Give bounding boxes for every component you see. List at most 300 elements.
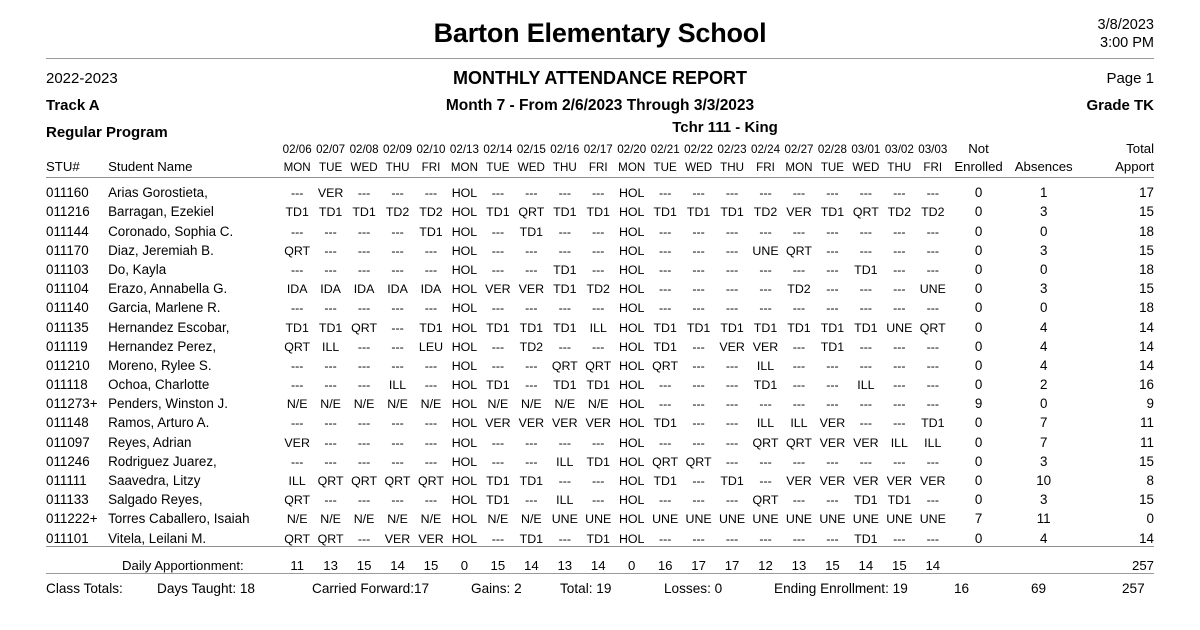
attendance-code: --- [391, 301, 404, 316]
student-id: 011140 [46, 300, 89, 316]
date-header: 02/13 [449, 143, 479, 156]
attendance-code: ILL [288, 474, 306, 488]
attendance-code: TD1 [854, 531, 878, 546]
attendance-code: --- [648, 178, 681, 201]
attendance-code: ILL [790, 416, 808, 431]
attendance-code: HOL [451, 378, 478, 393]
attendance-code: --- [692, 378, 705, 393]
attendance-code: HOL [451, 243, 478, 258]
attendance-code: ILL [756, 416, 775, 431]
attendance-code: TD2 [385, 205, 410, 220]
attendance-code: ILL [322, 339, 340, 354]
attendance-code: TD1 [820, 339, 845, 354]
attendance-code: HOL [451, 397, 478, 412]
attendance-code: --- [926, 454, 939, 469]
enrolled-header: Enrolled [954, 159, 1003, 174]
attendance-code: --- [357, 339, 371, 354]
total-apport-value: 18 [1139, 261, 1154, 277]
attendance-code: --- [525, 493, 538, 508]
attendance-code: --- [725, 435, 739, 450]
attendance-code: --- [759, 531, 772, 546]
attendance-code: UNE [752, 512, 779, 527]
attendance-code: N/E [320, 512, 341, 527]
attendance-code: --- [658, 262, 672, 277]
attendance-code: TD1 [820, 205, 845, 220]
attendance-code: --- [357, 435, 371, 450]
attendance-code: TD2 [519, 339, 544, 354]
attendance-code: HOL [618, 454, 645, 469]
attendance-code: --- [324, 243, 337, 258]
date-header: 02/23 [717, 143, 747, 156]
attendance-code: ILL [556, 454, 574, 469]
total-header-top: Total [1126, 141, 1154, 156]
attendance-code: TD1 [653, 339, 677, 354]
daily-apportionment-value: 11 [280, 546, 313, 573]
student-name: Erazo, Annabella G. [108, 281, 228, 297]
attendance-code: VER [786, 205, 812, 220]
subheader-right [1086, 65, 1154, 119]
attendance-code: --- [558, 224, 571, 239]
daily-apportionment-value: 0 [448, 546, 481, 573]
attendance-code: --- [357, 378, 371, 393]
attendance-code: QRT [551, 358, 578, 373]
student-id: 011273+ [46, 396, 98, 412]
page-number: Page 1 [1106, 70, 1154, 87]
attendance-code: --- [859, 416, 873, 431]
attendance-code: --- [692, 474, 705, 488]
absences-value: 11 [1036, 511, 1051, 527]
attendance-code: HOL [451, 358, 478, 373]
attendance-code: --- [759, 282, 772, 297]
daily-apportionment-row [46, 546, 1154, 573]
attendance-code: UNE [852, 512, 879, 527]
student-name: Diaz, Jeremiah B. [108, 242, 214, 258]
attendance-code: N/E [353, 397, 375, 412]
attendance-code: HOL [448, 178, 481, 201]
attendance-code: ILL [556, 493, 574, 508]
attendance-code: --- [826, 493, 839, 508]
attendance-code: --- [859, 339, 873, 354]
attendance-code: --- [391, 493, 404, 508]
weekday-header: FRI [923, 161, 943, 174]
attendance-code: TD1 [419, 224, 443, 239]
table-row [46, 469, 1154, 488]
attendance-code: VER [920, 474, 946, 488]
days-taught: Days Taught: 18 [157, 580, 255, 596]
attendance-code: VER [786, 474, 812, 488]
attendance-code: --- [290, 358, 304, 373]
attendance-code: --- [926, 339, 939, 354]
attendance-code: TD1 [686, 205, 711, 220]
attendance-code: --- [424, 454, 438, 469]
attendance-code: --- [424, 416, 438, 431]
attendance-code: N/E [521, 397, 542, 412]
attendance-code: --- [859, 243, 873, 258]
student-id: 011133 [46, 492, 89, 508]
gains: Gains: 2 [471, 580, 522, 596]
not-enrolled-value: 0 [974, 338, 983, 354]
attendance-code: HOL [451, 262, 478, 277]
date-header: 02/06 [282, 143, 312, 156]
attendance-code: --- [658, 397, 672, 412]
attendance-code: --- [792, 358, 806, 373]
attendance-code: N/E [420, 397, 442, 412]
attendance-code: HOL [618, 282, 645, 297]
daily-apportionment-value: 16 [648, 546, 681, 573]
attendance-code: VER [418, 531, 444, 546]
attendance-code: TD1 [653, 474, 677, 488]
print-time: 3:00 PM [1100, 35, 1154, 51]
attendance-code: --- [692, 301, 705, 316]
attendance-code: TD1 [787, 320, 811, 335]
attendance-code: --- [525, 378, 538, 393]
attendance-code: HOL [618, 339, 645, 354]
attendance-code: HOL [615, 178, 648, 201]
attendance-code: QRT [852, 205, 879, 220]
attendance-code: --- [826, 224, 839, 239]
student-id: 011119 [46, 338, 88, 354]
total-apport-value: 17 [1080, 178, 1154, 201]
attendance-code: --- [826, 454, 839, 469]
not-enrolled-value: 7 [974, 511, 983, 527]
attendance-code: --- [658, 243, 672, 258]
attendance-code: --- [859, 224, 873, 239]
daily-apportionment-value: 13 [548, 546, 581, 573]
attendance-code: TD1 [553, 282, 577, 297]
student-id: 011222+ [46, 511, 98, 527]
absences-value: 4 [1039, 338, 1048, 354]
attendance-code: HOL [451, 512, 478, 527]
attendance-code: --- [324, 435, 337, 450]
student-id: 011160 [46, 178, 108, 201]
total-apport-value: 16 [1139, 377, 1154, 393]
attendance-code: --- [725, 454, 739, 469]
attendance-code: UNE [886, 512, 913, 527]
attendance-code: --- [290, 224, 304, 239]
attendance-code: --- [692, 531, 705, 546]
student-name: Moreno, Rylee S. [108, 357, 212, 373]
student-name: Hernandez Escobar, [108, 319, 230, 335]
attendance-code: TD1 [854, 320, 878, 335]
attendance-code: N/E [487, 397, 509, 412]
attendance-code: --- [926, 243, 939, 258]
date-header: 03/02 [884, 143, 914, 156]
attendance-code: HOL [618, 320, 645, 335]
attendance-code: TD1 [285, 320, 309, 335]
absences-value: 3 [1039, 281, 1048, 297]
not-enrolled-value: 0 [974, 415, 983, 431]
attendance-code: QRT [317, 474, 344, 488]
attendance-code: QRT [284, 531, 311, 546]
apport-blank-cell [950, 546, 1008, 573]
attendance-code: --- [582, 178, 615, 201]
grade-label: Grade TK [1086, 97, 1154, 114]
attendance-code: UNE [652, 512, 679, 527]
attendance-code: --- [725, 282, 739, 297]
attendance-code: TD2 [787, 282, 811, 297]
absences-value: 4 [1039, 319, 1048, 335]
absences-total: 69 [1031, 580, 1047, 596]
attendance-code: --- [859, 358, 873, 373]
attendance-code: UNE [585, 512, 612, 527]
attendance-code: --- [357, 301, 371, 316]
absences-value: 1 [1008, 178, 1080, 201]
attendance-code: --- [692, 224, 705, 239]
not-enrolled-value: 0 [974, 434, 983, 450]
attendance-code: --- [826, 243, 839, 258]
attendance-code: IDA [353, 282, 375, 297]
attendance-code: --- [391, 320, 404, 335]
attendance-code: --- [558, 339, 571, 354]
daily-apportionment-value: 12 [749, 546, 782, 573]
attendance-code: TD1 [519, 224, 544, 239]
ending-enrollment: Ending Enrollment: 19 [774, 580, 908, 596]
attendance-code: --- [759, 397, 772, 412]
attendance-code: TD1 [486, 474, 510, 488]
attendance-code: --- [391, 416, 404, 431]
attendance-code: --- [357, 262, 371, 277]
total-apport-value: 15 [1139, 242, 1154, 258]
attendance-code: QRT [284, 493, 311, 508]
total-apport-value: 18 [1139, 300, 1154, 316]
attendance-code: HOL [618, 205, 645, 220]
attendance-code: --- [592, 243, 605, 258]
report-subheader [46, 59, 1154, 139]
attendance-code: --- [424, 301, 438, 316]
student-name: Coronado, Sophia C. [108, 223, 234, 239]
attendance-code: --- [692, 397, 705, 412]
attendance-code: QRT [351, 474, 378, 488]
attendance-code: VER [853, 474, 879, 488]
attendance-code: --- [491, 243, 505, 258]
attendance-code: --- [491, 301, 505, 316]
attendance-code: TD1 [720, 205, 744, 220]
attendance-code: --- [926, 224, 939, 239]
attendance-code: --- [658, 282, 672, 297]
attendance-code: --- [324, 301, 337, 316]
total-apport-value: 14 [1139, 338, 1154, 354]
attendance-code: VER [552, 416, 578, 431]
attendance-code: --- [347, 178, 380, 201]
date-header: 02/28 [817, 143, 847, 156]
class-totals-label: Class Totals: [46, 580, 123, 596]
attendance-code: QRT [752, 493, 779, 508]
table-row [46, 239, 1154, 258]
attendance-code: --- [682, 178, 715, 201]
total-apport-value: 14 [1139, 319, 1154, 335]
attendance-code: UNE [886, 320, 913, 335]
attendance-code: --- [424, 262, 438, 277]
header-row-weekdays [46, 156, 1154, 178]
weekday-header: FRI [756, 161, 775, 174]
date-header: 03/01 [851, 143, 881, 156]
stu-header: STU# [46, 159, 80, 174]
attendance-code: VER [518, 282, 545, 297]
not-enrolled-value: 0 [974, 319, 983, 335]
attendance-code: HOL [451, 454, 478, 469]
attendance-code: --- [592, 301, 605, 316]
attendance-code: TD1 [586, 454, 610, 469]
attendance-code: --- [324, 358, 337, 373]
weekday-header: MON [283, 161, 311, 174]
attendance-code: VER [284, 435, 310, 450]
absences-value: 7 [1039, 415, 1048, 431]
not-enrolled-value: 0 [950, 178, 1008, 201]
attendance-code: UNE [785, 512, 813, 527]
print-date: 3/8/2023 [1097, 17, 1154, 33]
attendance-code: TD2 [887, 205, 912, 220]
attendance-code: TD1 [653, 205, 677, 220]
attendance-code: --- [491, 435, 505, 450]
weekday-header: WED [350, 161, 378, 174]
attendance-code: HOL [451, 205, 478, 220]
not-enrolled-total: 16 [954, 580, 970, 596]
attendance-code: --- [893, 243, 906, 258]
total-apport-value: 8 [1146, 473, 1154, 488]
attendance-code: --- [759, 301, 772, 316]
attendance-code: VER [886, 474, 913, 488]
daily-apportionment-value: 13 [314, 546, 347, 573]
table-row [46, 373, 1154, 392]
apport-blank-cell [1008, 546, 1080, 573]
daily-apportionment-value: 14 [381, 546, 414, 573]
date-header: 02/09 [383, 143, 413, 156]
attendance-code: UNE [685, 512, 712, 527]
teacher-name: Tchr 111 - King [672, 119, 778, 136]
attendance-code: TD1 [921, 416, 945, 431]
daily-apportionment-value: 14 [916, 546, 949, 573]
attendance-code: --- [491, 454, 505, 469]
attendance-code: --- [692, 416, 705, 431]
attendance-code: HOL [618, 512, 645, 527]
attendance-code: --- [525, 262, 538, 277]
attendance-code: --- [558, 531, 571, 546]
attendance-code: --- [558, 243, 571, 258]
student-id: 011103 [46, 261, 89, 277]
class-totals-row [46, 581, 1154, 607]
not-enrolled-value: 0 [974, 530, 983, 546]
attendance-code: --- [357, 416, 371, 431]
attendance-code: --- [558, 435, 571, 450]
daily-apportionment-total: 257 [1080, 546, 1154, 573]
attendance-code: HOL [451, 416, 478, 431]
attendance-code: N/E [353, 512, 375, 527]
table-row [46, 277, 1154, 296]
attendance-code: N/E [387, 512, 408, 527]
table-row [46, 488, 1154, 507]
table-row [46, 178, 1154, 201]
report-title: MONTHLY ATTENDANCE REPORT [452, 68, 747, 88]
attendance-code: TD1 [519, 531, 544, 546]
attendance-code: --- [725, 224, 739, 239]
table-row [46, 411, 1154, 430]
not-enrolled-value: 9 [974, 396, 983, 412]
not-enrolled-value: 0 [974, 242, 983, 258]
attendance-code: QRT [418, 474, 444, 488]
attendance-code: TD1 [887, 493, 912, 508]
not-enrolled-value: 0 [974, 204, 983, 220]
attendance-code: --- [290, 301, 304, 316]
attendance-code: --- [725, 301, 739, 316]
total-apport-value: 15 [1139, 453, 1154, 469]
attendance-code: VER [485, 282, 511, 297]
attendance-code: --- [290, 454, 304, 469]
attendance-code: --- [357, 224, 371, 239]
footer-divider [46, 573, 1154, 574]
attendance-code: --- [893, 282, 906, 297]
attendance-code: --- [481, 178, 514, 201]
subheader-center [46, 65, 1154, 119]
student-id: 011097 [46, 434, 90, 450]
attendance-code: --- [558, 474, 571, 488]
attendance-code: TD1 [519, 474, 544, 488]
not-enrolled-value: 0 [974, 223, 983, 239]
student-id: 011210 [46, 357, 90, 373]
daily-apportionment-value: 14 [515, 546, 548, 573]
absences-value: 3 [1039, 204, 1048, 220]
absences-value: 2 [1039, 377, 1048, 393]
attendance-code: --- [424, 435, 438, 450]
weekday-header: TUE [486, 161, 510, 174]
total-apport-value: 14 [1139, 530, 1154, 546]
student-name: Reyes, Adrian [108, 434, 192, 450]
attendance-code: QRT [685, 454, 712, 469]
attendance-code: --- [926, 301, 939, 316]
attendance-code: --- [692, 243, 705, 258]
track-label: Track A [46, 97, 100, 114]
attendance-code: QRT [785, 243, 812, 258]
date-header: 02/17 [583, 143, 613, 156]
attendance-code: HOL [618, 416, 645, 431]
attendance-code: --- [749, 178, 782, 201]
attendance-code: --- [893, 531, 906, 546]
attendance-code: --- [692, 282, 705, 297]
table-row [46, 315, 1154, 334]
attendance-code: --- [883, 178, 916, 201]
attendance-code: UNE [919, 512, 946, 527]
total-apport-value: 11 [1140, 434, 1154, 450]
table-row [46, 296, 1154, 315]
attendance-code: --- [826, 531, 839, 546]
attendance-code: HOL [618, 493, 645, 508]
attendance-code: --- [893, 224, 906, 239]
weekday-header: FRI [588, 161, 608, 174]
attendance-code: --- [826, 282, 839, 297]
student-name: Do, Kayla [108, 261, 167, 277]
student-name: Torres Caballero, Isaiah [108, 511, 250, 527]
table-row [46, 200, 1154, 219]
daily-apportionment-value: 17 [682, 546, 715, 573]
student-name: Penders, Winston J. [108, 396, 228, 412]
attendance-code: HOL [451, 493, 478, 508]
attendance-code: --- [926, 378, 939, 393]
attendance-code: --- [826, 301, 839, 316]
attendance-code: --- [926, 397, 939, 412]
daily-apportionment-value: 0 [615, 546, 648, 573]
attendance-code: HOL [618, 474, 645, 488]
report-header [46, 0, 1154, 58]
attendance-code: IDA [387, 282, 408, 297]
not-enrolled-value: 0 [974, 357, 983, 373]
attendance-code: --- [381, 178, 414, 201]
attendance-code: N/E [286, 512, 308, 527]
absences-value: 7 [1039, 434, 1048, 450]
attendance-code: --- [893, 301, 906, 316]
attendance-code: --- [916, 178, 949, 201]
attendance-code: VER [314, 178, 347, 201]
teacher-line [46, 119, 1154, 136]
attendance-code: --- [926, 493, 939, 508]
